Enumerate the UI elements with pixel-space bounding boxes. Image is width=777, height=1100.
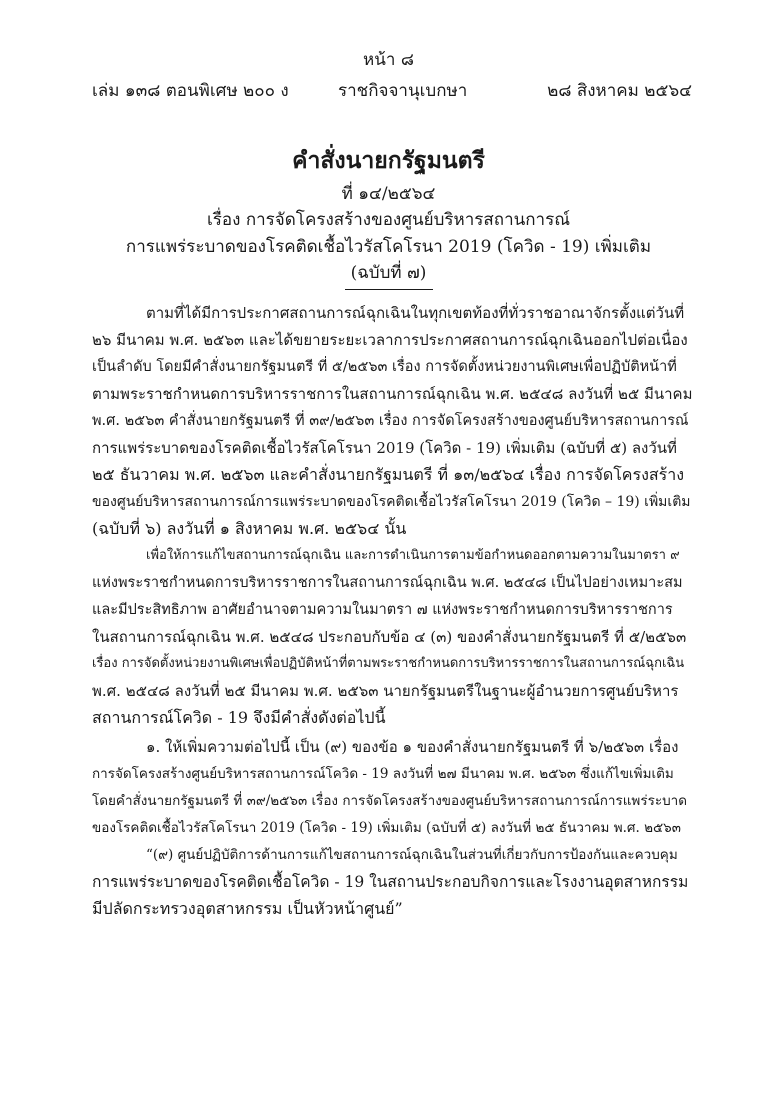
body-line: แห่งพระราชกำหนดการบริหารราชการในสถานการณ์ฉุกเฉิน พ.ศ. ๒๕๔๘ เป็นไปอย่างเหมาะสม — [92, 575, 683, 591]
body-line: ๒๕ ธันวาคม พ.ศ. ๒๕๖๓ และคำสั่งนายกรัฐมนตรี ที่ ๑๓/๒๕๖๔ เรื่อง การจัดโครงสร้าง — [92, 465, 685, 484]
body-line: ตามพระราชกำหนดการบริหารราชการในสถานการณ์ฉุกเฉิน พ.ศ. ๒๕๔๘ ลงวันที่ ๒๕ มีนาคม — [92, 385, 692, 403]
order-subject-line-2: การแพร่ระบาดของโรคติดเชื้อไวรัสโคโรนา 2019 (โควิด - 19) เพิ่มเติม — [125, 237, 652, 257]
body-line: ๒๖ มีนาคม พ.ศ. ๒๕๖๓ และได้ขยายระยะเวลาการประกาศสถานการณ์ฉุกเฉินออกไปต่อเนื่อง — [92, 331, 688, 349]
title-divider — [345, 289, 433, 290]
body-line: (ฉบับที่ ๖) ลงวันที่ ๑ สิงหาคม พ.ศ. ๒๕๖๔ นั้น — [92, 519, 407, 538]
body-line: เพื่อให้การแก้ไขสถานการณ์ฉุกเฉิน และการดำเนินการตามข้อกำหนดออกตามความในมาตรา ๙ — [146, 548, 680, 563]
body-line: การจัดโครงสร้างศูนย์บริหารสถานการณ์โควิด - 19 ลงวันที่ ๒๗ มีนาคม พ.ศ. ๒๕๖๓ ซึ่งแก้ไขเพิ่มเติม — [92, 766, 674, 782]
order-number: ที่ ๑๔/๒๕๖๔ — [341, 184, 436, 204]
body-line: สถานการณ์โควิด - 19 จึงมีคำสั่งดังต่อไปนี้ — [92, 708, 386, 727]
body-line: พ.ศ. ๒๕๔๘ ลงวันที่ ๒๕ มีนาคม พ.ศ. ๒๕๖๓ นายกรัฐมนตรีในฐานะผู้อำนวยการศูนย์บริหาร — [92, 682, 679, 700]
body-line: ในสถานการณ์ฉุกเฉิน พ.ศ. ๒๕๔๘ ประกอบกับข้อ ๔ (๓) ของคำสั่งนายกรัฐมนตรี ที่ ๕/๒๕๖๓ — [92, 628, 687, 646]
body-line: ๑. ให้เพิ่มความต่อไปนี้ เป็น (๙) ของข้อ ๑ ของคำสั่งนายกรัฐมนตรี ที่ ๖/๒๕๖๓ เรื่อง — [146, 738, 679, 756]
body-line: การแพร่ระบาดของโรคติดเชื้อไวรัสโคโรนา 2019 (โควิด - 19) เพิ่มเติม (ฉบับที่ ๕) ลงวันที่ — [92, 439, 677, 457]
body-line: ของโรคติดเชื้อไวรัสโคโรนา 2019 (โควิด - 19) เพิ่มเติม (ฉบับที่ ๕) ลงวันที่ ๒๕ ธันวาคม พ.ศ. ๒๕๖๓ — [92, 820, 681, 836]
body-line: และมีประสิทธิภาพ อาศัยอำนาจตามความในมาตรา ๗ แห่งพระราชกำหนดการบริหารราชการ — [92, 602, 673, 618]
body-line: ตามที่ได้มีการประกาศสถานการณ์ฉุกเฉินในทุกเขตท้องที่ทั่วราชอาณาจักรตั้งแต่วันที่ — [146, 304, 685, 322]
body-line: มีปลัดกระทรวงอุตสาหกรรม เป็นหัวหน้าศูนย์” — [92, 899, 403, 918]
order-subject-line-1: เรื่อง การจัดโครงสร้างของศูนย์บริหารสถานการณ์ — [206, 210, 570, 230]
gazette-volume: เล่ม ๑๓๘ ตอนพิเศษ ๒๐๐ ง — [92, 81, 289, 101]
order-title: คำสั่งนายกรัฐมนตรี — [292, 147, 485, 174]
body-line: เป็นลำดับ โดยมีคำสั่งนายกรัฐมนตรี ที่ ๕/๒๕๖๓ เรื่อง การจัดตั้งหน่วยงานพิเศษเพื่อปฏิบัติหน้าที่ — [92, 359, 677, 375]
body-line: การแพร่ระบาดของโรคติดเชื้อโควิด - 19 ในสถานประกอบกิจการและโรงงานอุตสาหกรรม — [92, 873, 689, 891]
order-edition: (ฉบับที่ ๗) — [350, 263, 427, 283]
body-line: “(๙) ศูนย์ปฏิบัติการด้านการแก้ไขสถานการณ์ฉุกเฉินในส่วนที่เกี่ยวกับการป้องกันและควบคุม — [146, 847, 678, 863]
body-line: พ.ศ. ๒๕๖๓ คำสั่งนายกรัฐมนตรี ที่ ๓๙/๒๕๖๓ เรื่อง การจัดโครงสร้างของศูนย์บริหารสถานการณ์ — [92, 413, 689, 429]
page-number: หน้า ๘ — [363, 50, 414, 70]
body-line: เรื่อง การจัดตั้งหน่วยงานพิเศษเพื่อปฏิบัติหน้าที่ตามพระราชกำหนดการบริหารราชการในสถานการณ์ฉุกเฉิน — [92, 656, 685, 671]
running-header — [92, 77, 692, 101]
body-line: โดยคำสั่งนายกรัฐมนตรี ที่ ๓๙/๒๕๖๓ เรื่อง การจัดโครงสร้างของศูนย์บริหารสถานการณ์การแพร่ระบาด — [92, 793, 688, 809]
gazette-date: ๒๘ สิงหาคม ๒๕๖๔ — [547, 81, 692, 101]
body-line: ของศูนย์บริหารสถานการณ์การแพร่ระบาดของโรคติดเชื้อไวรัสโคโรนา 2019 (โควิด – 19) เพิ่มเติม — [92, 494, 691, 510]
gazette-publication: ราชกิจจานุเบกษา — [338, 81, 468, 101]
